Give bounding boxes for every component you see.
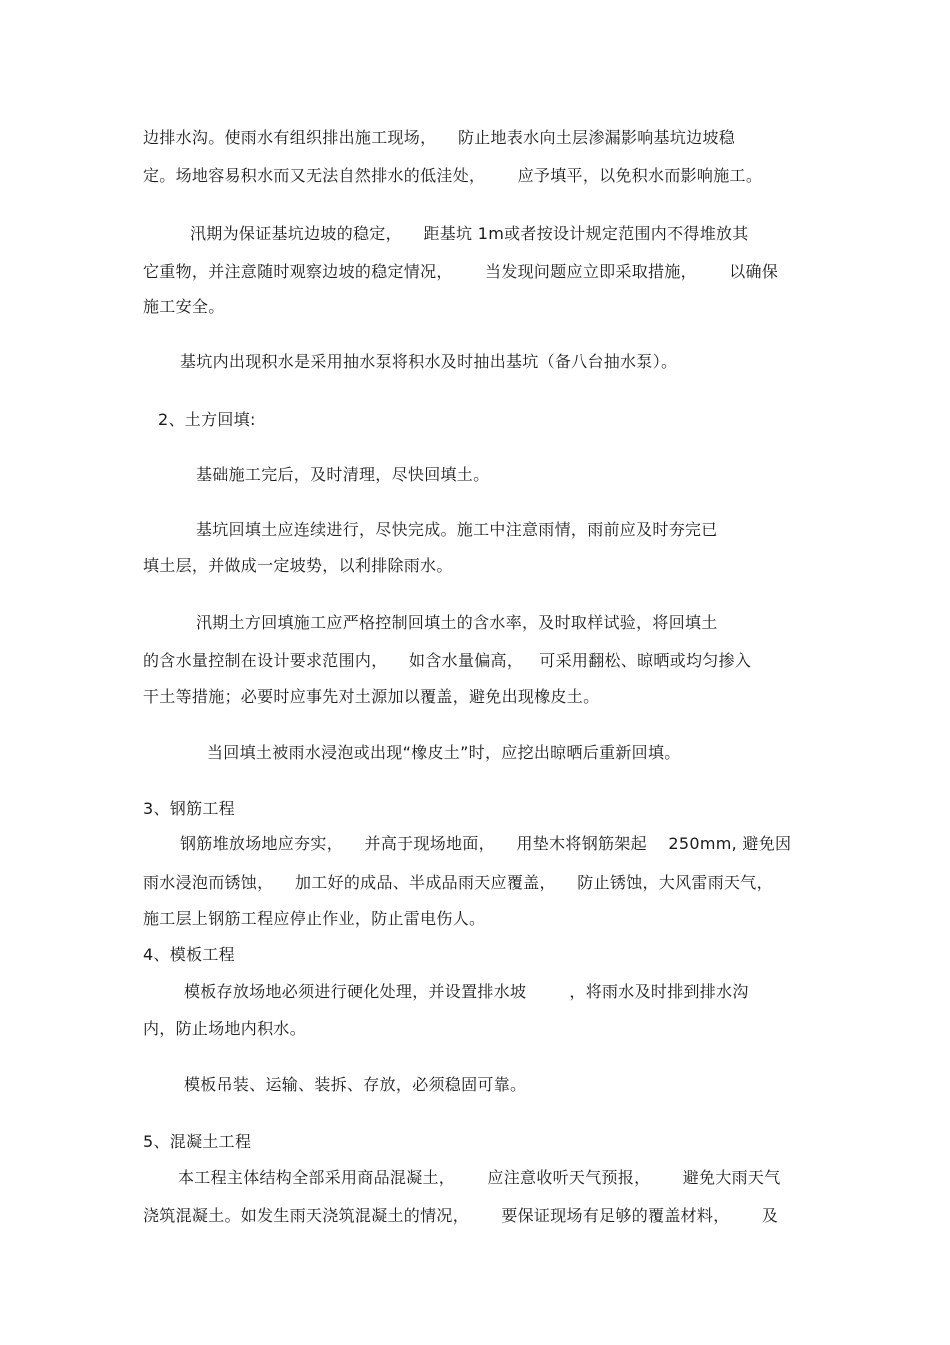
section-heading: 5、混凝土工程 <box>143 1132 252 1151</box>
text-line: 汛期为保证基坑边坡的稳定， 距基坑 1m或者按设计规定范围内不得堆放其 <box>190 224 749 243</box>
text-line: 边排水沟。使雨水有组织排出施工现场， 防止地表水向土层渗漏影响基坑边坡稳 <box>143 128 736 147</box>
text-line: 定。场地容易积水而又无法自然排水的低洼处， 应予填平，以免积水而影响施工。 <box>143 166 763 185</box>
text-line: 浇筑混凝土。如发生雨天浇筑混凝土的情况， 要保证现场有足够的覆盖材料， 及 <box>143 1206 779 1225</box>
text-line: 它重物，并注意随时观察边坡的稳定情况， 当发现问题应立即采取措施， 以确保 <box>143 262 779 281</box>
text-line: 的含水量控制在设计要求范围内， 如含水量偏高， 可采用翻松、晾晒或均匀掺入 <box>143 651 752 670</box>
text-line: 本工程主体结构全部采用商品混凝土， 应注意收听天气预报， 避免大雨天气 <box>178 1168 781 1187</box>
section-heading: 3、钢筋工程 <box>143 799 235 818</box>
text-line: 内，防止场地内积水。 <box>143 1019 307 1038</box>
text-line: 施工安全。 <box>143 297 225 316</box>
text-line: 模板存放场地必须进行硬化处理，并设置排水坡 ，将雨水及时排到排水沟 <box>184 982 749 1001</box>
text-line: 当回填土被雨水浸泡或出现“橡皮土”时，应挖出晾晒后重新回填。 <box>207 743 681 762</box>
section-heading: 2、土方回填: <box>158 410 256 429</box>
text-line: 干土等措施；必要时应事先对土源加以覆盖，避免出现橡皮土。 <box>143 687 600 706</box>
text-line: 模板吊装、运输、装拆、存放，必须稳固可靠。 <box>184 1075 527 1094</box>
text-line: 钢筋堆放场地应夯实， 并高于现场地面， 用垫木将钢筋架起 250mm, 避免因 <box>180 834 792 853</box>
text-line: 基础施工完后，及时清理，尽快回填土。 <box>196 465 490 484</box>
text-line: 基坑内出现积水是采用抽水泵将积水及时抽出基坑（备八台抽水泵）。 <box>180 352 678 371</box>
text-line: 汛期土方回填施工应严格控制回填土的含水率，及时取样试验，将回填土 <box>196 613 718 632</box>
text-line: 施工层上钢筋工程应停止作业，防止雷电伤人。 <box>143 909 486 928</box>
section-heading: 4、模板工程 <box>143 945 235 964</box>
text-line: 基坑回填土应连续进行，尽快完成。施工中注意雨情，雨前应及时夯完已 <box>196 520 718 539</box>
text-line: 雨水浸泡而锈蚀， 加工好的成品、半成品雨天应覆盖， 防止锈蚀，大风雷雨天气， <box>143 873 773 892</box>
text-line: 填土层，并做成一定坡势，以利排除雨水。 <box>143 556 453 575</box>
